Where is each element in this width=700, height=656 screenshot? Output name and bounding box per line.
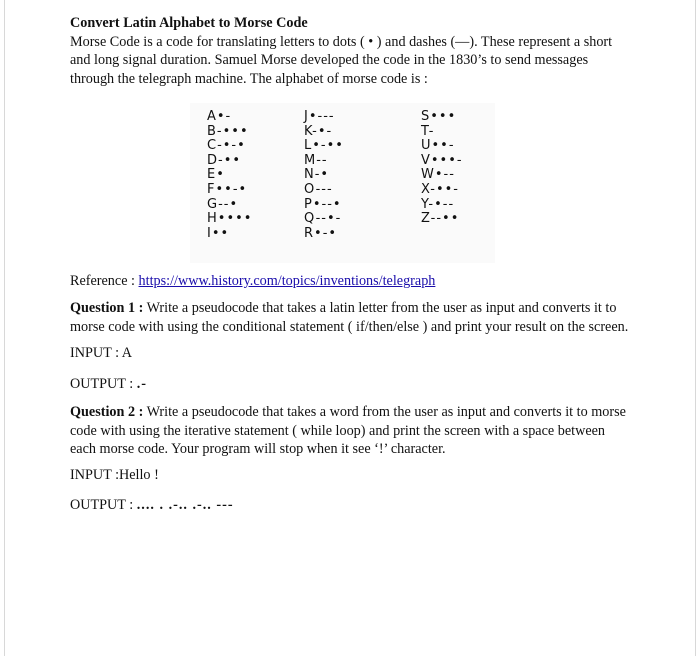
morse-entry: Z--•• [421, 211, 460, 227]
morse-entry: L•-•• [304, 138, 344, 154]
morse-entry: R•-• [304, 225, 338, 241]
morse-entry: U••- [421, 138, 455, 154]
morse-entry: I•• [207, 225, 230, 241]
question-2-text: Write a pseudocode that takes a word from the user as input and converts it to morse code with using the iterative statement ( while loop) and print the screen with a space between each morse code. Your program will stop when it see ‘!’ character. [70, 404, 626, 457]
morse-entry: S••• [421, 109, 457, 124]
morse-entry: H•••• [207, 211, 253, 227]
morse-alphabet-chart [190, 103, 495, 263]
reference-line [70, 273, 435, 290]
question-1 [70, 299, 632, 336]
question-1-output-label: OUTPUT : [70, 376, 137, 392]
morse-entry: P•--• [304, 196, 342, 212]
morse-entry: C-•-• [207, 138, 246, 154]
question-2-output-value: .... . .-.. .-.. --- [136, 497, 234, 513]
morse-entry: T- [421, 123, 435, 139]
morse-entry: M-- [304, 152, 328, 168]
morse-entry: D-•• [207, 152, 242, 168]
morse-entry: X-••- [421, 181, 459, 197]
morse-entry: K-•- [304, 123, 333, 139]
intro-paragraph: Morse Code is a code for translating letters to dots ( • ) and dashes (—). These represent a short and long signal duration. Samuel Morse developed the code in the 1830’s to send messages through the telegraph machine. The alphabet of morse code is : [70, 33, 613, 87]
question-2-label: Question 2 : [70, 404, 144, 420]
morse-column-j-r [304, 110, 344, 241]
morse-column-a-i [207, 110, 252, 241]
morse-entry: E• [207, 167, 225, 183]
morse-entry: V•••- [421, 152, 463, 168]
question-1-text: Write a pseudocode that takes a latin letter from the user as input and converts it to morse code with using the conditional statement ( if/then/else ) and print your result on the screen. [70, 300, 629, 335]
page-edge-right [695, 0, 696, 656]
question-2-output-label: OUTPUT : [70, 497, 137, 513]
morse-entry: A•- [207, 109, 232, 124]
question-2 [70, 403, 632, 459]
reference-label: Reference : [70, 273, 139, 289]
document-title: Convert Latin Alphabet to Morse Code [70, 15, 308, 31]
morse-entry: N-• [304, 167, 330, 183]
document-body [70, 14, 632, 88]
morse-entry: F••-• [207, 181, 248, 197]
page-edge-left [4, 0, 5, 656]
question-2-input: INPUT :Hello ! [70, 467, 159, 483]
question-2-output [70, 496, 632, 515]
question-1-input: INPUT : A [70, 345, 133, 361]
question-1-output [70, 375, 632, 394]
morse-entry: Q--•- [304, 211, 342, 227]
morse-entry: B-••• [207, 123, 249, 139]
morse-entry: W•-- [421, 167, 455, 183]
morse-entry: G--• [207, 196, 239, 212]
question-1-label: Question 1 : [70, 300, 144, 316]
morse-column-s-z [421, 110, 463, 227]
morse-entry: Y-•-- [421, 196, 455, 212]
question-1-output-value: .- [136, 376, 148, 392]
morse-entry: O--- [304, 181, 333, 197]
morse-entry: J•--- [304, 109, 335, 124]
reference-link[interactable]: https://www.history.com/topics/inventions/telegraph [138, 273, 436, 289]
